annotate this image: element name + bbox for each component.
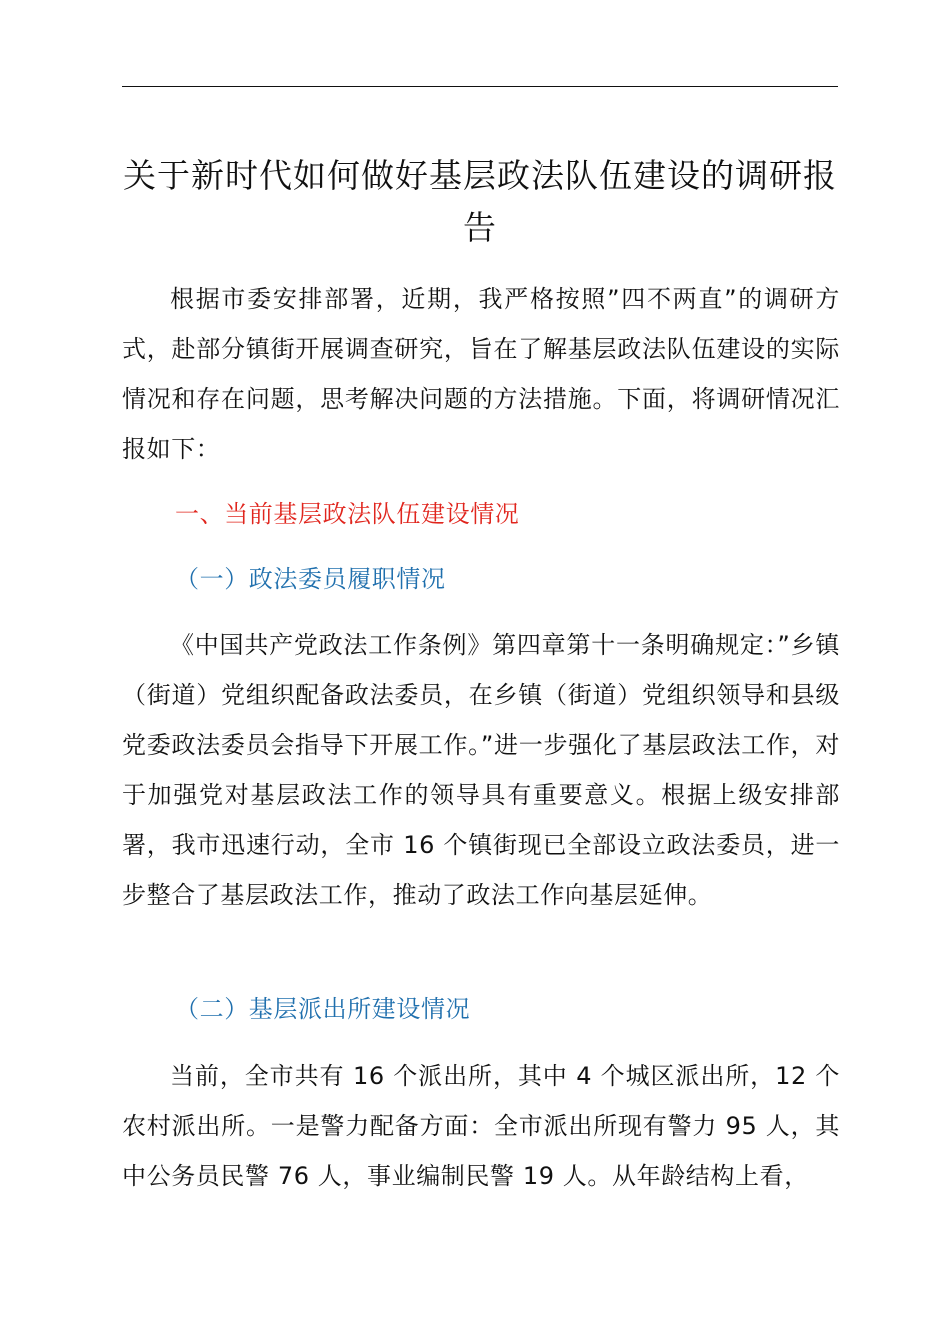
subsection-heading-2: （二）基层派出所建设情况 xyxy=(175,995,471,1023)
subsection-heading-1: （一）政法委员履职情况 xyxy=(175,565,446,593)
subsection-1-body: 《中国共产党政法工作条例》第四章第十一条明确规定：”乡镇（街道）党组织配备政法委员，在乡镇（街道）党组织领导和县级党委政法委员会指导下开展工作。”进一步强化了基层政法工作，对于加强党对基层政法工作的领导具有重要意义。根据上级安排部署，我市迅速行动，全市 16 个镇街现已全部设立政法委员，进一步整合了基层政法工作，推动了政法工作向基层延伸。 xyxy=(122,631,840,909)
document-title: 关于新时代如何做好基层政法队伍建设的调研报告 xyxy=(123,156,837,247)
subsection-2-body: 当前，全市共有 16 个派出所，其中 4 个城区派出所，12 个农村派出所。一是警力配备方面：全市派出所现有警力 95 人，其中公务员民警 76 人，事业编制民警 19 人。从年龄结构上看， xyxy=(122,1062,840,1190)
header-rule xyxy=(122,86,838,87)
section-heading-1: 一、当前基层政法队伍建设情况 xyxy=(175,500,520,528)
intro-paragraph: 根据市委安排部署，近期，我严格按照”四不两直”的调研方式，赴部分镇街开展调查研究，旨在了解基层政法队伍建设的实际情况和存在问题，思考解决问题的方法措施。下面，将调研情况汇报如下： xyxy=(122,285,840,463)
